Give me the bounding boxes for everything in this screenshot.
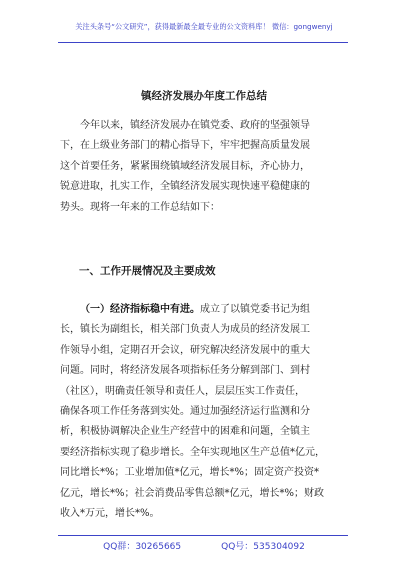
section-line: 收入*万元，增长*%。 [60,507,160,519]
section-line: 作领导小组，定期召开会议，研究解决经济发展中的重大 [60,344,310,356]
section-paragraph [60,300,348,524]
intro-line: 下，在上级业务部门的精心指导下，牢牢把握高质量发展 [60,140,310,152]
section-heading: 一、工作开展情况及主要成效 [79,265,216,277]
section-line: （社区），明确责任领导和责任人，层层压实工作责任， [60,385,305,397]
section-line: 要经济指标实现了稳步增长。全年实现地区生产总值*亿元， [60,446,325,458]
footer-divider [58,535,348,536]
header-divider [58,42,348,43]
section-line: 问题。同时，将经济发展各项指标任务分解到部门、到村 [60,365,310,377]
section-line: 析，积极协调解决企业生产经营中的困难和问题，全镇主 [60,426,310,438]
footer-contact [0,539,408,552]
intro-paragraph [60,116,348,218]
section-line: （一）经济指标稳中有进。成立了以镇党委书记为组 [80,304,310,315]
footer-qq-number: QQ号：535304092 [221,542,305,552]
intro-line: 今年以来，镇经济发展办在镇党委、政府的坚强领导 [80,120,310,131]
intro-line: 这个首要任务，紧紧围绕镇域经济发展目标，齐心协力， [60,160,310,172]
intro-line: 势头。现将一年来的工作总结如下： [60,201,220,213]
intro-line: 锐意进取，扎实工作，全镇经济发展实现快速平稳健康的 [60,181,310,193]
section-line: 确保各项工作任务落到实处。通过加强经济运行监测和分 [60,405,310,417]
section-line: 同比增长*%；工业增加值*亿元，增长*%；固定资产投资* [60,467,320,479]
section-lead: （一）经济指标稳中有进。 [80,304,200,315]
section-line: 亿元，增长*%；社会消费品零售总额*亿元，增长*%；财政 [60,487,325,499]
header-promo-text: 关注头条号“公文研究”，获得最新最全最专业的公文资料库！ 微信：gongwenyj [75,22,333,31]
footer-qq-group: QQ群：30265665 [103,542,182,552]
section-line: 长，镇长为副组长，相关部门负责人为成员的经济发展工 [60,324,310,336]
document-title: 镇经济发展办年度工作总结 [141,90,267,102]
